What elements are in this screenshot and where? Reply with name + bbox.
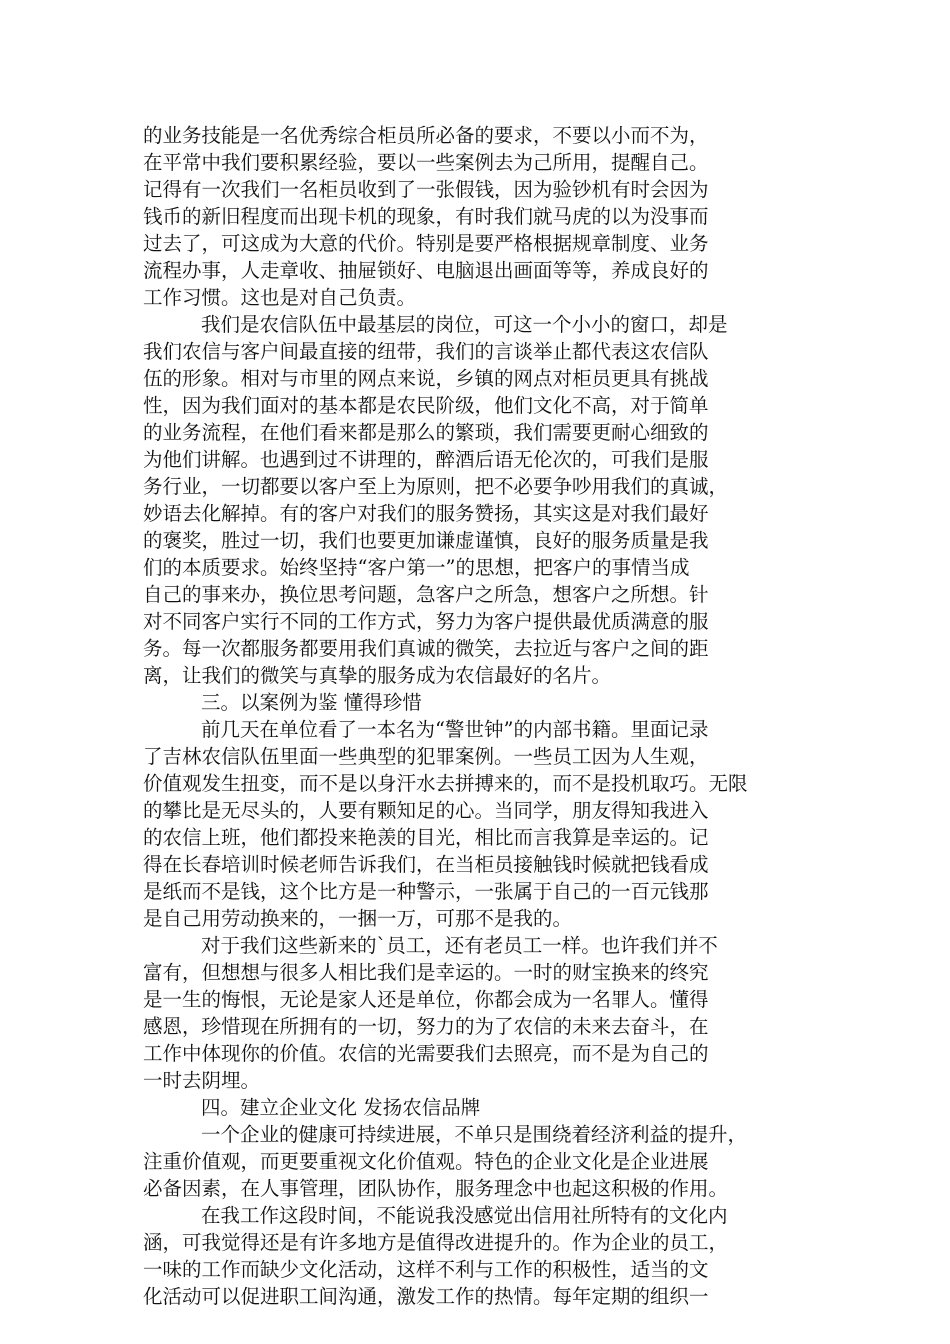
- paragraph-start-line: 一个企业的健康可持续进展，不单只是围绕着经济利益的提升，: [201, 1123, 748, 1146]
- text-line: 工作中体现你的价值。农信的光需要我们去照亮，而不是为自己的: [143, 1042, 709, 1065]
- text-line: 流程办事，人走章收、抽屉锁好、电脑退出画面等等，养成良好的: [143, 259, 709, 282]
- paragraph-start-line: 在我工作这段时间，不能说我没感觉出信用社所特有的文化内: [201, 1204, 728, 1227]
- text-line: 我们农信与客户间最直接的纽带，我们的言谈举止都代表这农信队: [143, 340, 709, 363]
- paragraph-start-line: 前几天在单位看了一本名为“警世钟”的内部书籍。里面记录: [201, 718, 709, 741]
- text-line: 一时去阴埋。: [143, 1069, 261, 1092]
- text-line: 感恩，珍惜现在所拥有的一切，努力的为了农信的未来去奋斗，在: [143, 1015, 709, 1038]
- text-line: 的褒奖，胜过一切，我们也要更加谦虚谨慎，良好的服务质量是我: [143, 529, 709, 552]
- paragraph-start-line: 对于我们这些新来的`员工，还有老员工一样。也许我们并不: [201, 934, 718, 957]
- text-line: 钱币的新旧程度而出现卡机的现象，有时我们就马虎的以为没事而: [143, 205, 709, 228]
- text-line: 得在长春培训时候老师告诉我们，在当柜员接触钱时候就把钱看成: [143, 853, 709, 876]
- text-line: 们的本质要求。始终坚持“客户第一”的思想，把客户的事情当成: [143, 556, 690, 579]
- text-line: 是纸而不是钱，这个比方是一种警示，一张属于自己的一百元钱那: [143, 880, 709, 903]
- text-line: 注重价值观，而更要重视文化价值观。特色的企业文化是企业进展: [143, 1150, 709, 1173]
- text-line: 化活动可以促进职工间沟通，激发工作的热情。每年定期的组织一: [143, 1285, 709, 1308]
- text-line: 是一生的悔恨，无论是家人还是单位，你都会成为一名罪人。懂得: [143, 988, 709, 1011]
- text-line: 工作习惯。这也是对自己负责。: [143, 286, 417, 309]
- text-line: 了吉林农信队伍里面一些典型的犯罪案例。一些员工因为人生观，: [143, 745, 709, 768]
- text-line: 富有，但想想与很多人相比我们是幸运的。一时的财宝换来的终究: [143, 961, 709, 984]
- text-line: 离，让我们的微笑与真挚的服务成为农信最好的名片。: [143, 664, 612, 687]
- paragraph-start-line: 我们是农信队伍中最基层的岗位，可这一个小小的窗口，却是: [201, 313, 728, 336]
- text-line: 过去了，可这成为大意的代价。特别是要严格根据规章制度、业务: [143, 232, 709, 255]
- text-line: 妙语去化解掉。有的客户对我们的服务赞扬，其实这是对我们最好: [143, 502, 709, 525]
- text-line: 涵，可我觉得还是有许多地方是值得改进提升的。作为企业的员工，: [143, 1231, 729, 1254]
- paragraph-start-line: 三。以案例为鉴 懂得珍惜: [201, 691, 422, 714]
- document-page: [143, 122, 809, 1310]
- text-line: 记得有一次我们一名柜员收到了一张假钱，因为验钞机有时会因为: [143, 178, 709, 201]
- text-line: 的攀比是无尽头的，人要有颗知足的心。当同学，朋友得知我进入: [143, 799, 709, 822]
- text-line: 是自己用劳动换来的，一捆一万，可那不是我的。: [143, 907, 573, 930]
- text-line: 务。每一次都服务都要用我们真诚的微笑，去拉近与客户之间的距: [143, 637, 709, 660]
- text-line: 伍的形象。相对与市里的网点来说，乡镇的网点对柜员更具有挑战: [143, 367, 709, 390]
- text-line: 的业务流程，在他们看来都是那么的繁琐，我们需要更耐心细致的: [143, 421, 709, 444]
- text-line: 价值观发生扭变，而不是以身汗水去拼搏来的，而不是投机取巧。无限: [143, 772, 748, 795]
- text-line: 必备因素，在人事管理，团队协作，服务理念中也起这积极的作用。: [143, 1177, 729, 1200]
- text-line: 性，因为我们面对的基本都是农民阶级，他们文化不高，对于简单: [143, 394, 709, 417]
- text-line: 自己的事来办，换位思考问题，急客户之所急，想客户之所想。针: [143, 583, 709, 606]
- paragraph-start-line: 四。建立企业文化 发扬农信品牌: [201, 1096, 481, 1119]
- text-line: 在平常中我们要积累经验，要以一些案例去为己所用，提醒自己。: [143, 151, 709, 174]
- text-line: 的农信上班，他们都投来艳羡的目光，相比而言我算是幸运的。记: [143, 826, 709, 849]
- text-line: 为他们讲解。也遇到过不讲理的，醉酒后语无伦次的，可我们是服: [143, 448, 709, 471]
- text-line: 的业务技能是一名优秀综合柜员所必备的要求，不要以小而不为，: [143, 124, 709, 147]
- text-line: 对不同客户实行不同的工作方式，努力为客户提供最优质满意的服: [143, 610, 709, 633]
- text-line: 务行业，一切都要以客户至上为原则，把不必要争吵用我们的真诚，: [143, 475, 729, 498]
- text-line: 一味的工作而缺少文化活动，这样不利与工作的积极性，适当的文: [143, 1258, 709, 1281]
